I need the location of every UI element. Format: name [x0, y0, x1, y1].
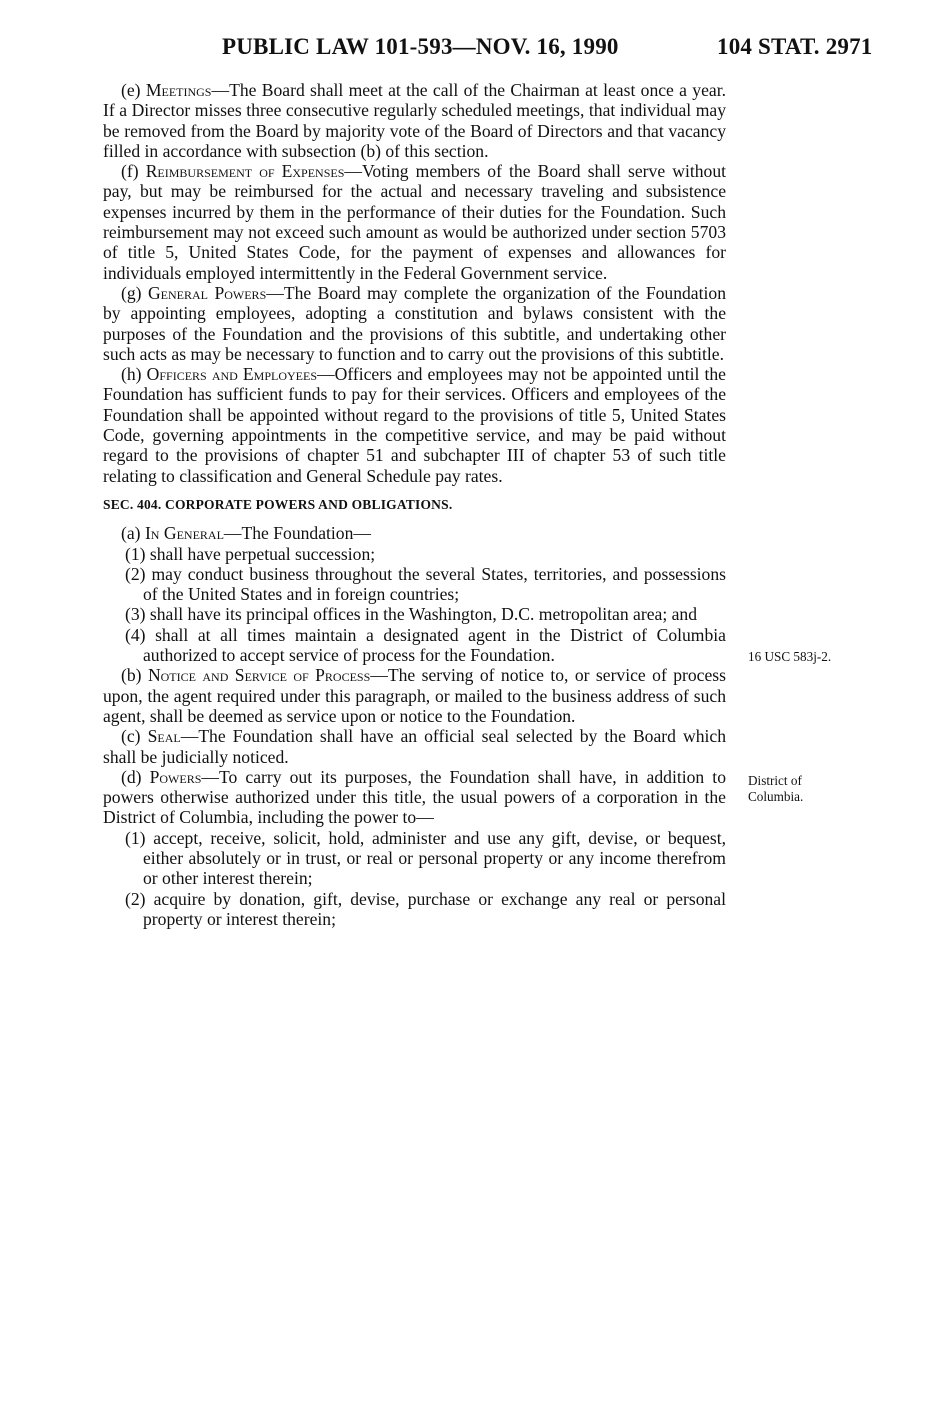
subsection-d: (d) Powers—To carry out its purposes, the Foundation shall have, in addition to powers otherwise authorized under this title, the usual powers of a corporation in the District of Columbia, including the power to— [103, 766, 726, 828]
heading: Officers and Employees [146, 364, 318, 385]
statute-page: 104 STAT. 2971 [717, 34, 873, 59]
section-heading: SEC. 404. CORPORATE POWERS AND OBLIGATIONS. [103, 496, 453, 512]
heading: In General [144, 523, 224, 544]
margin-note-usc: 16 USC 583j-2. [748, 649, 832, 664]
heading: Powers [149, 766, 202, 787]
margin-note-district: District of Columbia. [748, 773, 804, 804]
list-item: (1) accept, receive, solicit, hold, administer and use any gift, devise, or bequest, either absolutely or in trust, or real or personal property or any income therefrom or other interest therein; [125, 827, 726, 889]
heading: Notice and Service of Process [147, 665, 371, 686]
paragraph-g: (g) General Powers—The Board may complete the organization of the Foundation by appointing employees, adopting a constitution and bylaws consistent with the purposes of the Foundation and the provisions of this subtitle, and undertaking other such acts as may be necessary to function and to carry out the provisions of this subtitle. [103, 282, 726, 364]
paragraph-h: (h) Officers and Employees—Officers and employees may not be appointed until the Foundation has sufficient funds to pay for their services. Officers and employees of the Foundation shall be appointed without regard to the provisions of title 5, United States Code, governing appointments in the competitive service, and may be paid without regard to the provisions of chapter 51 and subchapter III of chapter 53 of such title relating to classification and General Schedule pay rates. [103, 364, 726, 486]
list-item: (2) may conduct business throughout the several States, territories, and possessions of the United States and in foreign countries; [125, 563, 726, 605]
page-header [0, 34, 946, 68]
heading: Meetings [145, 80, 212, 100]
list-item: (4) shall at all times maintain a designated agent in the District of Columbia authorized to accept service of process for the Foundation. [125, 624, 726, 666]
subsection-c: (c) Seal—The Foundation shall have an official seal selected by the Board which shall be judicially noticed. [103, 726, 726, 767]
body-text [103, 80, 726, 929]
heading: General Powers [147, 282, 267, 303]
law-citation: PUBLIC LAW 101-593—NOV. 16, 1990 [222, 34, 619, 59]
list-item: (1) shall have perpetual succession; [125, 543, 376, 564]
subsection-b: (b) Notice and Service of Process—The serving of notice to, or service of process upon, the agent required under this paragraph, or mailed to the business address of such agent, shall be deemed as service upon or notice to the Foundation. [103, 665, 726, 726]
subsection-a: (a) In General—The Foundation— [121, 523, 371, 544]
paragraph-f: (f) Reimbursement of Expenses—Voting members of the Board shall serve without pay, but may be reimbursed for the actual and necessary traveling and subsistence expenses incurred by them in the performance of their duties for the Foundation. Such reimbursement may not exceed such amount as would be authorized under section 5703 of title 5, United States Code, for the payment of expenses and allowances for individuals employed intermittently in the Federal Government service. [103, 161, 727, 283]
heading: Seal [147, 726, 181, 747]
paragraph-e: (e) Meetings—The Board shall meet at the call of the Chairman at least once a year. If a Director misses three consecutive regularly scheduled meetings, that individual may be removed from the Board by majority vote of the Board of Directors and that vacancy filled in accordance with subsection (b) of this section. [103, 80, 726, 161]
list-item: (3) shall have its principal offices in the Washington, D.C. metropolitan area; and [125, 604, 698, 625]
heading: Reimbursement of Expenses [145, 161, 345, 182]
list-item: (2) acquire by donation, gift, devise, purchase or exchange any real or personal property or interest therein; [125, 888, 726, 929]
